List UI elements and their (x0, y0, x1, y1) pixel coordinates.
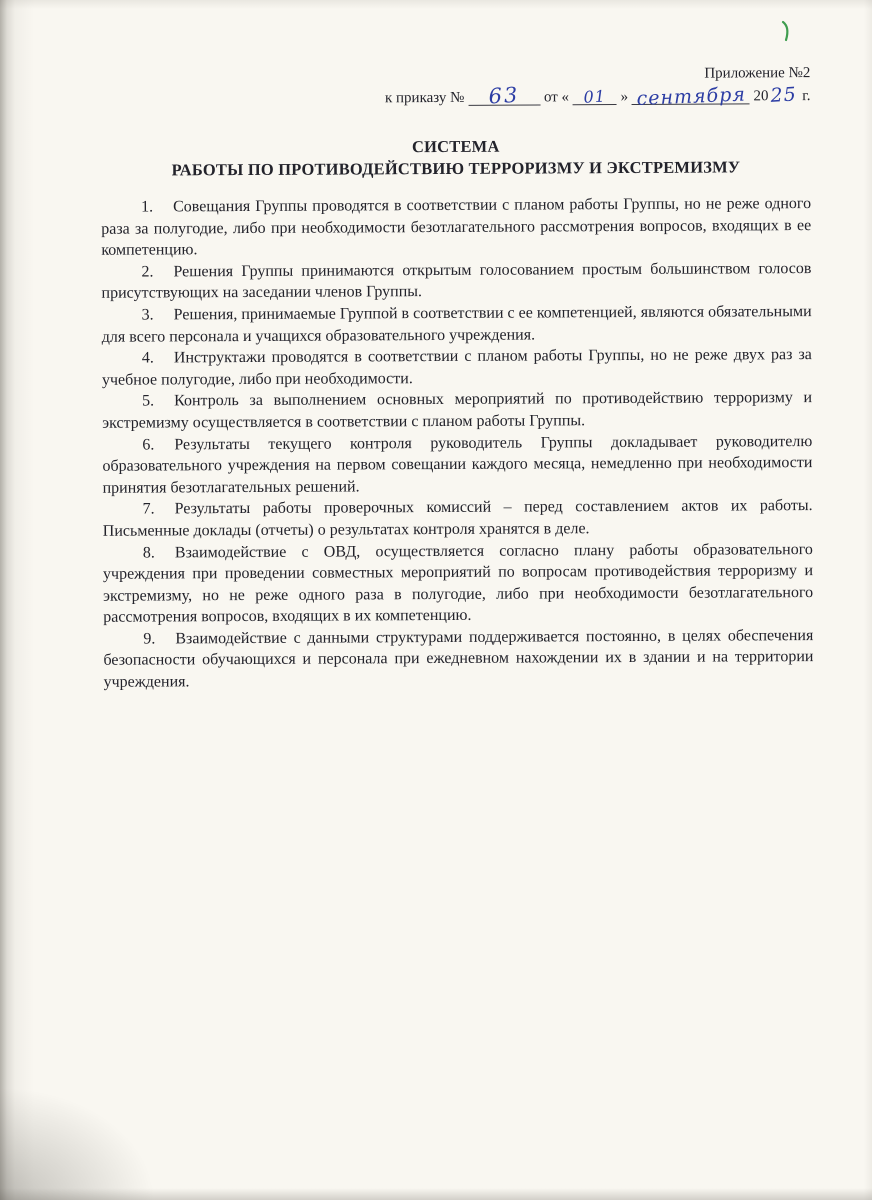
order-month-handwritten: сентября (635, 83, 746, 110)
order-day-blank (573, 86, 617, 107)
paragraph-text: Контроль за выполнением основных мероприятий по противодействию терроризму и экстремизму осуществляется в соответствии с планом работы Группы. (102, 389, 813, 432)
paragraph-number: 9. (143, 630, 156, 648)
order-month-blank (632, 83, 750, 110)
paragraph-6 (102, 431, 812, 499)
paragraph-4 (102, 344, 812, 391)
document-body (101, 193, 814, 693)
paragraph-number: 1. (141, 198, 154, 216)
paragraph-number: 7. (142, 500, 155, 518)
paragraph-number: 2. (141, 263, 154, 281)
order-year-blank (768, 83, 798, 107)
order-year-prefix: 20 (753, 88, 769, 105)
order-from-label: от « (543, 89, 570, 106)
document-title-line2: РАБОТЫ ПО ПРОТИВОДЕЙСТВИЮ ТЕРРОРИЗМУ И ЭКСТРЕМИЗМУ (171, 157, 741, 180)
paragraph-number: 4. (141, 349, 154, 367)
paragraph-8 (103, 539, 813, 629)
paragraph-2 (101, 258, 811, 305)
paragraph-7 (103, 495, 813, 542)
paragraph-number: 6. (142, 436, 155, 454)
order-day-handwritten: 01 (583, 86, 607, 107)
document-title (101, 134, 811, 182)
order-line (100, 84, 810, 112)
order-number-blank (468, 82, 540, 109)
document-title-line1: СИСТЕМА (411, 136, 500, 157)
paragraph-9 (103, 625, 813, 693)
order-prefix: к приказу № (384, 89, 465, 107)
paragraph-text: Инструктажи проводятся в соответствии с планом работы Группы, но не реже двух раз за учебное полугодие, либо при необходимости. (101, 346, 812, 389)
paragraph-text: Взаимодействие с данными структурами поддерживается постоянно, в целях обеспечения безопасности обучающихся и персонала при ежедневном нахождении их в здании и на территории учреждения. (103, 626, 814, 691)
paragraph-number: 5. (142, 392, 155, 410)
appendix-label: Приложение №2 (704, 65, 811, 82)
paragraph-3 (102, 301, 812, 348)
paragraph-number: 8. (142, 543, 155, 562)
paragraph-text: Результаты работы проверочных комиссий – перед составлением актов их работы. Письменные доклады (отчеты) о результатах контроля хранятся в деле. (102, 497, 813, 540)
order-quote-close: » (620, 88, 629, 106)
paragraph-number: 3. (141, 306, 154, 324)
order-number-handwritten: 63 (488, 82, 521, 109)
paragraph-1 (101, 193, 811, 261)
paragraph-text: Решения, принимаемые Группой в соответствии с ее компетенцией, являются обязательными для всего персонала и учащихся образовательного учреждения. (101, 303, 812, 346)
order-year-suffix: г. (802, 88, 811, 105)
paragraph-text: Решения Группы принимаются открытым голосованием простым большинством голосов присутствующих на заседании членов Группы. (101, 259, 812, 303)
paragraph-text: Результаты текущего контроля руководитель Группы докладывает руководителю образовательного учреждения на первом совещании каждого месяца, немедленно при необходимости принятия безотлагательных решений. (102, 432, 813, 497)
paragraph-5 (102, 387, 812, 434)
paragraph-text: Совещания Группы проводятся в соответствии с планом работы Группы, но не реже одного раза за полугодие, либо при необходимости безотлагательного рассмотрения вопросов, входящих в ее компетенцию. (101, 195, 812, 259)
paragraph-text: Взаимодействие с ОВД, осуществляется согласно плану работы образовательного учреждения при проведении совместных мероприятий по вопросам противодействия терроризму и экстремизму, но не реже одного раза в полугодие, либо при необходимости безотлагательного рассмотрения вопросов, входящих в их компетенцию. (102, 540, 814, 627)
order-year-handwritten: 25 (769, 83, 798, 107)
